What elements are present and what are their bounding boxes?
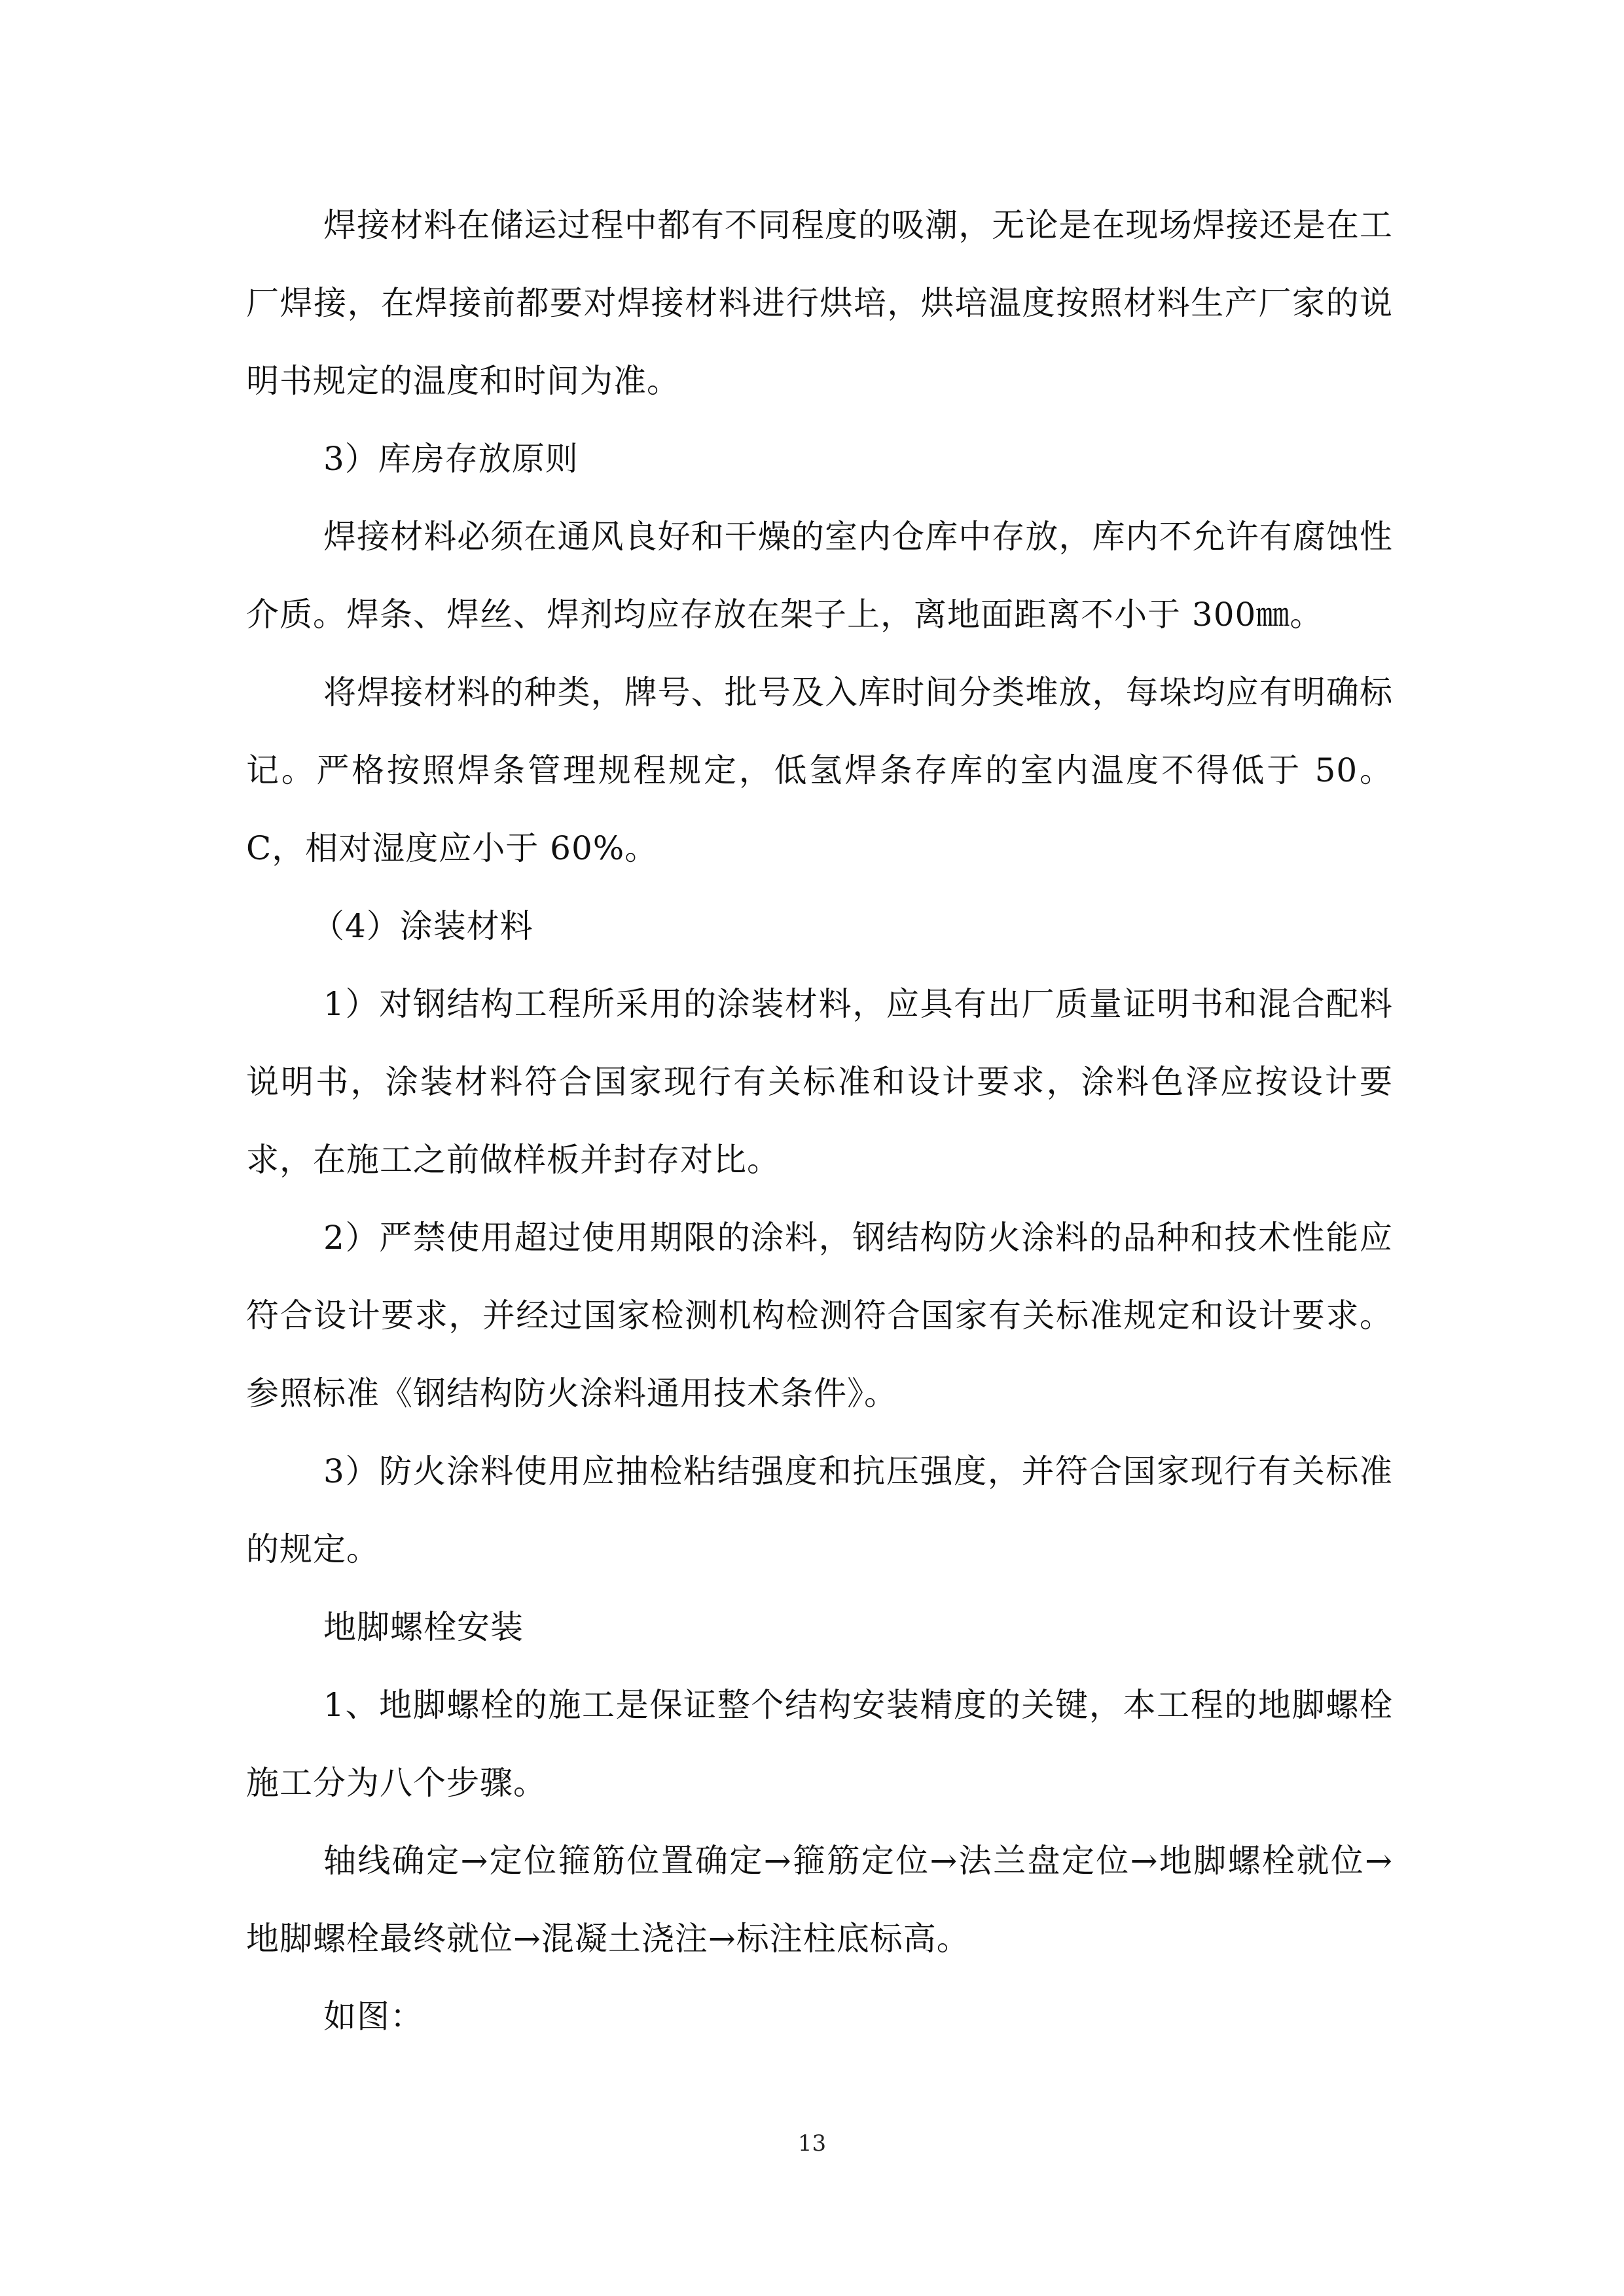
body-text	[246, 187, 1393, 2056]
paragraph-see-figure: 如图：	[323, 1998, 424, 2036]
paragraph-coating-inspection: 3）防火涂料使用应抽检粘结强度和抗压强度，并符合国家现行有关标准的规定。	[246, 1452, 1393, 1568]
paragraph-fireproof-coating: 2）严禁使用超过使用期限的涂料，钢结构防火涂料的品种和技术性能应符合设计要求，并经过国家检测机构检测符合国家有关标准规定和设计要求。参照标准《钢结构防火涂料通用技术条件》。	[246, 1219, 1393, 1412]
paragraph-anchor-bolt-steps: 轴线确定→定位箍筋位置确定→箍筋定位→法兰盘定位→地脚螺栓就位→地脚螺栓最终就位→混凝土浇注→标注柱底标高。	[246, 1842, 1393, 1958]
heading-storage-principle: 3）库房存放原则	[323, 440, 579, 478]
paragraph-anchor-bolt-key: 1、地脚螺栓的施工是保证整个结构安装精度的关键，本工程的地脚螺栓施工分为八个步骤。	[246, 1686, 1393, 1802]
paragraph-welding-moisture: 焊接材料在储运过程中都有不同程度的吸潮，无论是在现场焊接还是在工厂焊接，在焊接前都要对焊接材料进行烘培，烘培温度按照材料生产厂家的说明书规定的温度和时间为准。	[246, 206, 1393, 400]
page-number: 13	[797, 2130, 827, 2157]
paragraph-storage-conditions: 焊接材料必须在通风良好和干燥的室内仓库中存放，库内不允许有腐蚀性介质。焊条、焊丝、焊剂均应存放在架子上，离地面距离不小于 300㎜。	[246, 518, 1393, 634]
paragraph-storage-marking: 将焊接材料的种类，牌号、批号及入库时间分类堆放，每垛均应有明确标记。严格按照焊条管理规程规定，低氢焊条存库的室内温度不得低于 50。C，相对湿度应小于 60%。	[246, 673, 1393, 867]
heading-anchor-bolt-installation: 地脚螺栓安装	[323, 1608, 524, 1646]
paragraph-coating-certificate: 1）对钢结构工程所采用的涂装材料，应具有出厂质量证明书和混合配料说明书，涂装材料符合国家现行有关标准和设计要求，涂料色泽应按设计要求，在施工之前做样板并封存对比。	[246, 985, 1393, 1179]
heading-coating-materials: （4）涂装材料	[312, 907, 533, 945]
